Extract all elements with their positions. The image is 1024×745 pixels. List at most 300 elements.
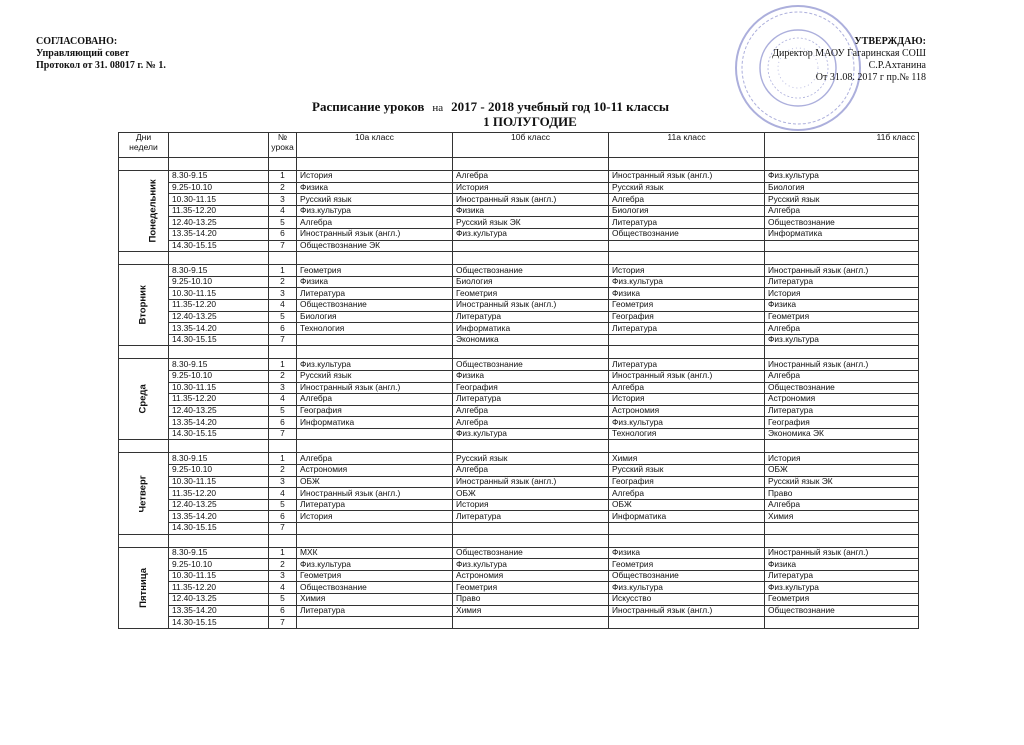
- lesson-number: 4: [269, 394, 297, 406]
- lesson-number: 6: [269, 605, 297, 617]
- subject-10a: Иностранный язык (англ.): [297, 228, 453, 240]
- subject-10b: История: [453, 499, 609, 511]
- subject-10a: Геометрия: [297, 570, 453, 582]
- subject-11b: [765, 617, 919, 629]
- separator-cell: [169, 534, 269, 547]
- separator-cell: [169, 440, 269, 453]
- subject-10b: Алгебра: [453, 417, 609, 429]
- lesson-number: 7: [269, 617, 297, 629]
- lesson-time: 10.30-11.15: [169, 194, 269, 206]
- subject-10b: Физ.культура: [453, 428, 609, 440]
- subject-11a: Иностранный язык (англ.): [609, 370, 765, 382]
- table-row: [119, 311, 919, 323]
- subject-11a: Химия: [609, 453, 765, 465]
- subject-10b: Астрономия: [453, 570, 609, 582]
- separator-cell: [765, 252, 919, 265]
- subject-11a: Геометрия: [609, 299, 765, 311]
- table-row: [119, 453, 919, 465]
- subject-10a: Алгебра: [297, 394, 453, 406]
- subject-11b: Право: [765, 488, 919, 500]
- director-name: С.Р.Ахтанина: [868, 60, 926, 71]
- table-row: [119, 171, 919, 183]
- day-name-cell: [119, 547, 169, 628]
- subject-10b: Химия: [453, 605, 609, 617]
- day-name: Среда: [137, 384, 149, 415]
- separator-cell: [269, 440, 297, 453]
- director-label: Директор МАОУ Гагаринская СОШ: [772, 48, 926, 59]
- subject-10a: Русский язык: [297, 194, 453, 206]
- table-row: [119, 417, 919, 429]
- title-year: 2017 - 2018 учебный год 10-11 классы: [451, 99, 670, 114]
- subject-10b: Иностранный язык (англ.): [453, 194, 609, 206]
- lesson-time: 13.35-14.20: [169, 417, 269, 429]
- subject-10a: Алгебра: [297, 453, 453, 465]
- subject-11b: [765, 523, 919, 535]
- subject-11a: [609, 617, 765, 629]
- subject-11a: Литература: [609, 217, 765, 229]
- table-row: [119, 465, 919, 477]
- lesson-time: 13.35-14.20: [169, 511, 269, 523]
- subject-11b: Алгебра: [765, 205, 919, 217]
- subject-10a: История: [297, 171, 453, 183]
- separator-cell: [297, 158, 453, 171]
- subject-11b: Иностранный язык (англ.): [765, 547, 919, 559]
- table-row: [119, 476, 919, 488]
- header-time: [169, 133, 269, 158]
- day-name-cell: [119, 359, 169, 440]
- lesson-time: 9.25-10.10: [169, 276, 269, 288]
- approval-block-right: [772, 36, 926, 84]
- table-row: [119, 276, 919, 288]
- subject-11b: Алгебра: [765, 323, 919, 335]
- subject-11b: Литература: [765, 570, 919, 582]
- subject-10b: Экономика: [453, 334, 609, 346]
- subject-10a: [297, 334, 453, 346]
- subject-10a: Физ.культура: [297, 359, 453, 371]
- header-class-10a: 10а класс: [297, 133, 453, 158]
- table-row: [119, 323, 919, 335]
- separator-cell: [453, 346, 609, 359]
- separator-cell: [297, 440, 453, 453]
- lesson-number: 5: [269, 311, 297, 323]
- separator-cell: [453, 158, 609, 171]
- header-class-11b: 11б класс: [765, 133, 919, 158]
- subject-11b: История: [765, 453, 919, 465]
- subject-10a: Физика: [297, 276, 453, 288]
- day-name: Четверг: [137, 474, 149, 513]
- lesson-number: 3: [269, 476, 297, 488]
- lesson-number: 1: [269, 265, 297, 277]
- lesson-number: 6: [269, 417, 297, 429]
- lesson-time: 12.40-13.25: [169, 405, 269, 417]
- lesson-time: 14.30-15.15: [169, 334, 269, 346]
- subject-11a: [609, 523, 765, 535]
- lesson-time: 12.40-13.25: [169, 594, 269, 606]
- lesson-time: 12.40-13.25: [169, 499, 269, 511]
- table-row: [119, 382, 919, 394]
- lesson-time: 8.30-9.15: [169, 359, 269, 371]
- subject-10b: Физика: [453, 205, 609, 217]
- lesson-time: 12.40-13.25: [169, 311, 269, 323]
- lesson-number: 1: [269, 547, 297, 559]
- subject-10a: Биология: [297, 311, 453, 323]
- table-row: [119, 370, 919, 382]
- subject-11b: Физика: [765, 559, 919, 571]
- subject-10b: География: [453, 382, 609, 394]
- subject-10a: Иностранный язык (англ.): [297, 488, 453, 500]
- subject-11a: Иностранный язык (англ.): [609, 605, 765, 617]
- table-row: [119, 511, 919, 523]
- subject-11a: Обществознание: [609, 228, 765, 240]
- schedule-table: [118, 132, 919, 629]
- separator-cell: [119, 346, 169, 359]
- header-class-11a: 11а класс: [609, 133, 765, 158]
- table-row: [119, 334, 919, 346]
- day-name-cell: [119, 171, 169, 252]
- table-row: [119, 299, 919, 311]
- table-row: [119, 570, 919, 582]
- subject-10b: Физика: [453, 370, 609, 382]
- subject-10a: Астрономия: [297, 465, 453, 477]
- day-separator: [119, 440, 919, 453]
- lesson-number: 3: [269, 570, 297, 582]
- table-row: [119, 240, 919, 252]
- subject-10b: История: [453, 182, 609, 194]
- separator-cell: [453, 534, 609, 547]
- separator-cell: [269, 252, 297, 265]
- subject-10b: Обществознание: [453, 547, 609, 559]
- subject-11a: [609, 334, 765, 346]
- schedule-title: [300, 100, 760, 129]
- subject-10a: Информатика: [297, 417, 453, 429]
- subject-11b: [765, 240, 919, 252]
- subject-10b: Физ.культура: [453, 228, 609, 240]
- subject-11b: История: [765, 288, 919, 300]
- lesson-time: 14.30-15.15: [169, 523, 269, 535]
- table-row: [119, 228, 919, 240]
- lesson-time: 10.30-11.15: [169, 570, 269, 582]
- subject-10b: [453, 523, 609, 535]
- subject-11a: Алгебра: [609, 194, 765, 206]
- lesson-time: 8.30-9.15: [169, 171, 269, 183]
- subject-11b: Литература: [765, 405, 919, 417]
- separator-cell: [453, 440, 609, 453]
- lesson-time: 12.40-13.25: [169, 217, 269, 229]
- subject-11a: История: [609, 265, 765, 277]
- table-row: [119, 359, 919, 371]
- subject-10a: Обществознание: [297, 582, 453, 594]
- subject-11a: ОБЖ: [609, 499, 765, 511]
- lesson-number: 5: [269, 594, 297, 606]
- day-name: Понедельник: [147, 179, 159, 243]
- lesson-number: 5: [269, 405, 297, 417]
- lesson-time: 14.30-15.15: [169, 428, 269, 440]
- lesson-number: 1: [269, 453, 297, 465]
- subject-10a: География: [297, 405, 453, 417]
- subject-10b: Геометрия: [453, 582, 609, 594]
- subject-11b: Физ.культура: [765, 334, 919, 346]
- lesson-number: 2: [269, 370, 297, 382]
- lesson-time: 8.30-9.15: [169, 453, 269, 465]
- subject-11a: Физ.культура: [609, 276, 765, 288]
- subject-10a: Химия: [297, 594, 453, 606]
- subject-10b: Алгебра: [453, 465, 609, 477]
- separator-cell: [609, 346, 765, 359]
- subject-11b: Русский язык: [765, 194, 919, 206]
- subject-10b: Обществознание: [453, 359, 609, 371]
- title-prefix: на: [432, 102, 444, 114]
- subject-11b: Обществознание: [765, 217, 919, 229]
- table-row: [119, 288, 919, 300]
- lesson-number: 1: [269, 359, 297, 371]
- table-row: [119, 394, 919, 406]
- day-name: Вторник: [137, 285, 149, 325]
- lesson-time: 10.30-11.15: [169, 382, 269, 394]
- lesson-time: 10.30-11.15: [169, 476, 269, 488]
- lesson-number: 4: [269, 205, 297, 217]
- subject-10a: Литература: [297, 499, 453, 511]
- table-row: [119, 594, 919, 606]
- table-row: [119, 488, 919, 500]
- subject-11b: Физ.культура: [765, 582, 919, 594]
- lesson-time: 9.25-10.10: [169, 182, 269, 194]
- subject-11b: Алгебра: [765, 370, 919, 382]
- subject-10a: Геометрия: [297, 265, 453, 277]
- separator-cell: [269, 346, 297, 359]
- table-row: [119, 428, 919, 440]
- subject-11a: Обществознание: [609, 570, 765, 582]
- subject-11a: Алгебра: [609, 488, 765, 500]
- table-row: [119, 194, 919, 206]
- subject-11a: Биология: [609, 205, 765, 217]
- title-half: 1 ПОЛУГОДИЕ: [483, 114, 577, 129]
- separator-cell: [119, 440, 169, 453]
- lesson-number: 7: [269, 428, 297, 440]
- lesson-number: 3: [269, 288, 297, 300]
- subject-10b: [453, 617, 609, 629]
- lesson-time: 11.35-12.20: [169, 582, 269, 594]
- lesson-time: 13.35-14.20: [169, 228, 269, 240]
- day-separator: [119, 158, 919, 171]
- council-label: Управляющий совет: [36, 48, 130, 59]
- protocol-label: Протокол от 31. 08017 г. № 1.: [36, 60, 166, 71]
- lesson-time: 9.25-10.10: [169, 465, 269, 477]
- lesson-time: 14.30-15.15: [169, 617, 269, 629]
- day-name: Пятница: [137, 567, 149, 608]
- subject-11b: Информатика: [765, 228, 919, 240]
- lesson-time: 11.35-12.20: [169, 488, 269, 500]
- subject-11a: Литература: [609, 359, 765, 371]
- separator-cell: [169, 346, 269, 359]
- day-separator: [119, 346, 919, 359]
- title-main: Расписание уроков: [312, 99, 425, 114]
- subject-10b: Право: [453, 594, 609, 606]
- lesson-number: 3: [269, 194, 297, 206]
- subject-10a: Литература: [297, 605, 453, 617]
- subject-11a: Иностранный язык (англ.): [609, 171, 765, 183]
- subject-11b: Обществознание: [765, 605, 919, 617]
- lesson-time: 8.30-9.15: [169, 547, 269, 559]
- subject-11a: [609, 240, 765, 252]
- subject-11a: География: [609, 311, 765, 323]
- subject-10b: Русский язык: [453, 453, 609, 465]
- day-separator: [119, 534, 919, 547]
- approve-label: УТВЕРЖДАЮ:: [854, 36, 926, 47]
- subject-11a: Астрономия: [609, 405, 765, 417]
- order-label: От 31.08. 2017 г пр.№ 118: [815, 72, 926, 83]
- subject-10a: [297, 617, 453, 629]
- separator-cell: [609, 252, 765, 265]
- separator-cell: [453, 252, 609, 265]
- table-row: [119, 182, 919, 194]
- lesson-time: 9.25-10.10: [169, 559, 269, 571]
- subject-11a: Геометрия: [609, 559, 765, 571]
- lesson-number: 6: [269, 511, 297, 523]
- lesson-time: 9.25-10.10: [169, 370, 269, 382]
- subject-11a: Искусство: [609, 594, 765, 606]
- subject-10a: Физ.культура: [297, 559, 453, 571]
- lesson-number: 2: [269, 559, 297, 571]
- subject-11b: Алгебра: [765, 499, 919, 511]
- subject-10a: [297, 523, 453, 535]
- lesson-number: 2: [269, 276, 297, 288]
- subject-10b: Геометрия: [453, 288, 609, 300]
- lesson-number: 7: [269, 523, 297, 535]
- subject-10a: Обществознание ЭК: [297, 240, 453, 252]
- separator-cell: [765, 346, 919, 359]
- subject-10b: Литература: [453, 511, 609, 523]
- table-row: [119, 205, 919, 217]
- header-class-10b: 10б класс: [453, 133, 609, 158]
- lesson-number: 1: [269, 171, 297, 183]
- lesson-time: 13.35-14.20: [169, 605, 269, 617]
- separator-cell: [609, 158, 765, 171]
- lesson-number: 7: [269, 334, 297, 346]
- subject-11a: Физ.культура: [609, 417, 765, 429]
- separator-cell: [297, 252, 453, 265]
- subject-11b: Геометрия: [765, 311, 919, 323]
- lesson-time: 11.35-12.20: [169, 299, 269, 311]
- subject-10a: Русский язык: [297, 370, 453, 382]
- table-row: [119, 559, 919, 571]
- subject-11a: География: [609, 476, 765, 488]
- separator-cell: [119, 534, 169, 547]
- subject-11b: Обществознание: [765, 382, 919, 394]
- subject-11b: Астрономия: [765, 394, 919, 406]
- lesson-number: 5: [269, 217, 297, 229]
- day-name-cell: [119, 265, 169, 346]
- table-row: [119, 405, 919, 417]
- subject-10b: Биология: [453, 276, 609, 288]
- subject-10b: ОБЖ: [453, 488, 609, 500]
- subject-10b: Физ.культура: [453, 559, 609, 571]
- table-row: [119, 499, 919, 511]
- subject-10a: Физика: [297, 182, 453, 194]
- subject-10b: Информатика: [453, 323, 609, 335]
- subject-11b: Физика: [765, 299, 919, 311]
- separator-cell: [765, 158, 919, 171]
- separator-cell: [169, 252, 269, 265]
- subject-10a: Алгебра: [297, 217, 453, 229]
- subject-11a: Технология: [609, 428, 765, 440]
- subject-11a: Информатика: [609, 511, 765, 523]
- table-row: [119, 217, 919, 229]
- subject-11b: География: [765, 417, 919, 429]
- subject-11a: Физика: [609, 288, 765, 300]
- table-row: [119, 582, 919, 594]
- subject-11a: Русский язык: [609, 465, 765, 477]
- subject-11b: Иностранный язык (англ.): [765, 359, 919, 371]
- lesson-time: 13.35-14.20: [169, 323, 269, 335]
- subject-10b: Алгебра: [453, 405, 609, 417]
- day-name-cell: [119, 453, 169, 534]
- subject-10a: ОБЖ: [297, 476, 453, 488]
- separator-cell: [297, 534, 453, 547]
- lesson-number: 4: [269, 299, 297, 311]
- subject-11b: Иностранный язык (англ.): [765, 265, 919, 277]
- subject-11a: История: [609, 394, 765, 406]
- subject-10a: Технология: [297, 323, 453, 335]
- separator-cell: [609, 534, 765, 547]
- lesson-number: 4: [269, 582, 297, 594]
- subject-11b: Русский язык ЭК: [765, 476, 919, 488]
- lesson-number: 2: [269, 465, 297, 477]
- subject-10b: Литература: [453, 311, 609, 323]
- subject-11a: Физ.культура: [609, 582, 765, 594]
- lesson-number: 6: [269, 323, 297, 335]
- separator-cell: [297, 346, 453, 359]
- subject-11b: Физ.культура: [765, 171, 919, 183]
- separator-cell: [609, 440, 765, 453]
- subject-10b: Иностранный язык (англ.): [453, 476, 609, 488]
- subject-10b: Иностранный язык (англ.): [453, 299, 609, 311]
- subject-10a: МХК: [297, 547, 453, 559]
- approval-block-left: [36, 36, 166, 72]
- table-row: [119, 605, 919, 617]
- subject-10a: [297, 428, 453, 440]
- subject-10b: Алгебра: [453, 171, 609, 183]
- agreed-label: СОГЛАСОВАНО:: [36, 36, 118, 47]
- lesson-time: 14.30-15.15: [169, 240, 269, 252]
- table-row: [119, 617, 919, 629]
- separator-cell: [169, 158, 269, 171]
- lesson-number: 3: [269, 382, 297, 394]
- subject-11a: Литература: [609, 323, 765, 335]
- subject-10a: Иностранный язык (англ.): [297, 382, 453, 394]
- subject-11b: ОБЖ: [765, 465, 919, 477]
- separator-cell: [119, 158, 169, 171]
- header-lesson-number: № урока: [269, 133, 297, 158]
- subject-11b: Геометрия: [765, 594, 919, 606]
- lesson-number: 2: [269, 182, 297, 194]
- lesson-number: 7: [269, 240, 297, 252]
- separator-cell: [765, 440, 919, 453]
- subject-11a: Алгебра: [609, 382, 765, 394]
- subject-10a: Литература: [297, 288, 453, 300]
- subject-10a: Обществознание: [297, 299, 453, 311]
- lesson-time: 8.30-9.15: [169, 265, 269, 277]
- lesson-number: 5: [269, 499, 297, 511]
- lesson-number: 4: [269, 488, 297, 500]
- lesson-time: 11.35-12.20: [169, 394, 269, 406]
- separator-cell: [119, 252, 169, 265]
- subject-11b: Химия: [765, 511, 919, 523]
- lesson-number: 6: [269, 228, 297, 240]
- subject-11b: Литература: [765, 276, 919, 288]
- table-row: [119, 547, 919, 559]
- day-separator: [119, 252, 919, 265]
- subject-10b: Обществознание: [453, 265, 609, 277]
